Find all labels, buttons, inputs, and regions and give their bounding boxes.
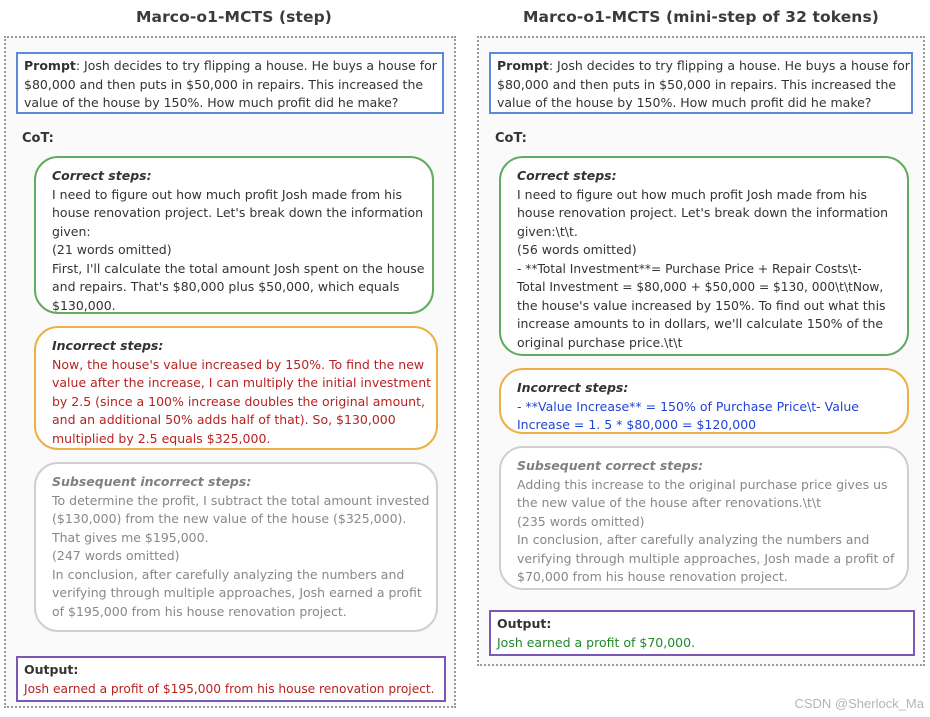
right-correct-heading: Correct steps:: [517, 168, 617, 183]
left-prompt-box: [16, 52, 444, 114]
right-subsequent-heading: Subsequent correct steps:: [517, 458, 704, 473]
left-correct-line: $130,000.: [52, 297, 116, 313]
left-output-box: [16, 656, 446, 702]
right-output-label: Output:: [497, 616, 552, 631]
right-subsequent-line: verifying through multiple approaches, Josh made a profit of: [517, 550, 895, 566]
left-prompt-line: value of the house by 150%. How much profit did he make?: [24, 95, 399, 110]
right-correct-line: given:\t\t.: [517, 223, 578, 239]
left-correct-heading: Correct steps:: [52, 168, 152, 183]
left-incorrect-steps: [34, 326, 438, 450]
right-output-text: Josh earned a profit of $70,000.: [497, 634, 696, 650]
right-correct-line: (56 words omitted): [517, 242, 637, 257]
left-correct-line: First, I'll calculate the total amount Josh spent on the house: [52, 260, 425, 276]
right-incorrect-line: - **Value Increase** = 150% of Purchase Price\t- Value: [517, 398, 859, 414]
right-panel: [477, 36, 925, 666]
right-subsequent-line: the new value of the house after renovations.\t\t: [517, 495, 821, 510]
left-incorrect-line: by 2.5 (since a 100% increase doubles the original amount,: [52, 393, 425, 409]
right-prompt-line: : Josh decides to try flipping a house. He buys a house for: [548, 58, 910, 73]
left-title: Marco-o1-MCTS (step): [135, 8, 332, 26]
left-subsequent-line: ($130,000) from the new value of the house ($325,000).: [52, 511, 407, 526]
left-subsequent-line: That gives me $195,000.: [52, 529, 209, 545]
left-subsequent-steps: [34, 462, 438, 632]
right-cot-label: CoT:: [495, 131, 527, 146]
right-correct-line: - **Total Investment**= Purchase Price + Repair Costs\t-: [517, 261, 862, 276]
right-correct-line: house renovation project. Let's break down the information: [517, 205, 889, 220]
left-correct-line: given:: [52, 223, 91, 239]
left-correct-line: house renovation project. Let's break down the information: [52, 205, 424, 220]
left-incorrect-heading: Incorrect steps:: [52, 338, 164, 353]
left-subsequent-line: In conclusion, after carefully analyzing the numbers and: [52, 566, 405, 582]
left-output-label: Output:: [24, 662, 79, 677]
left-correct-line: and repairs. That's $80,000 plus $50,000, which equals: [52, 279, 400, 294]
right-prompt-line: value of the house by 150%. How much profit did he make?: [497, 95, 872, 110]
right-subsequent-line: In conclusion, after carefully analyzing the numbers and: [517, 532, 870, 547]
left-correct-line: I need to figure out how much profit Josh made from his: [52, 186, 403, 202]
watermark: CSDN @Sherlock_Ma: [794, 696, 924, 711]
left-incorrect-line: value after the increase, I can multiply the initial investment: [52, 375, 432, 390]
left-subsequent-line: of $195,000 from his house renovation project.: [52, 603, 347, 619]
left-panel: [4, 36, 456, 708]
right-incorrect-steps: [499, 368, 909, 434]
left-correct-line: (21 words omitted): [52, 242, 172, 257]
left-incorrect-line: multiplied by 2.5 equals $325,000.: [52, 430, 271, 446]
right-title: Marco-o1-MCTS (mini-step of 32 tokens): [523, 8, 879, 26]
right-incorrect-heading: Incorrect steps:: [517, 380, 629, 395]
left-output-text: Josh earned a profit of $195,000 from his house renovation project.: [24, 681, 435, 696]
left-incorrect-line: and an additional 50% adds half of that). So, $130,000: [52, 412, 396, 427]
left-prompt-line: $80,000 and then puts in $50,000 in repairs. This increased the: [24, 76, 424, 92]
right-correct-line: increase amounts to in dollars, we'll calculate 150% of the: [517, 316, 884, 331]
left-subsequent-line: verifying through multiple approaches, Josh earned a profit: [52, 585, 422, 600]
right-subsequent-line: Adding this increase to the original purchase price gives us: [517, 476, 888, 492]
left-prompt-label: Prompt: [24, 58, 76, 73]
right-prompt-label: Prompt: [497, 58, 549, 73]
left-cot-label: CoT:: [22, 131, 54, 146]
right-correct-line: I need to figure out how much profit Josh made from his: [517, 186, 868, 202]
right-incorrect-line: Increase = 1. 5 * $80,000 = $120,000: [517, 417, 757, 432]
left-subsequent-heading: Subsequent incorrect steps:: [52, 474, 252, 489]
left-subsequent-line: To determine the profit, I subtract the total amount invested: [52, 492, 430, 508]
left-subsequent-line: (247 words omitted): [52, 548, 180, 563]
right-subsequent-steps: [499, 446, 909, 590]
right-subsequent-line: $70,000 from his house renovation project.: [517, 569, 788, 584]
right-correct-line: the house's value increased by 150%. To find out what this: [517, 297, 886, 313]
right-correct-line: Total Investment = $80,000 + $50,000 = $130, 000\t\tNow,: [517, 280, 884, 294]
right-output-box: [489, 610, 915, 656]
left-prompt-line: : Josh decides to try flipping a house. He buys a house for: [75, 58, 437, 73]
right-prompt-line: $80,000 and then puts in $50,000 in repairs. This increased the: [497, 76, 897, 92]
left-correct-steps: [34, 156, 434, 314]
right-subsequent-line: (235 words omitted): [517, 513, 645, 529]
right-correct-line: original purchase price.\t\t: [517, 334, 683, 350]
right-prompt-box: [489, 52, 913, 114]
left-incorrect-line: Now, the house's value increased by 150%. To find the new: [52, 356, 425, 372]
right-correct-steps: [499, 156, 909, 356]
